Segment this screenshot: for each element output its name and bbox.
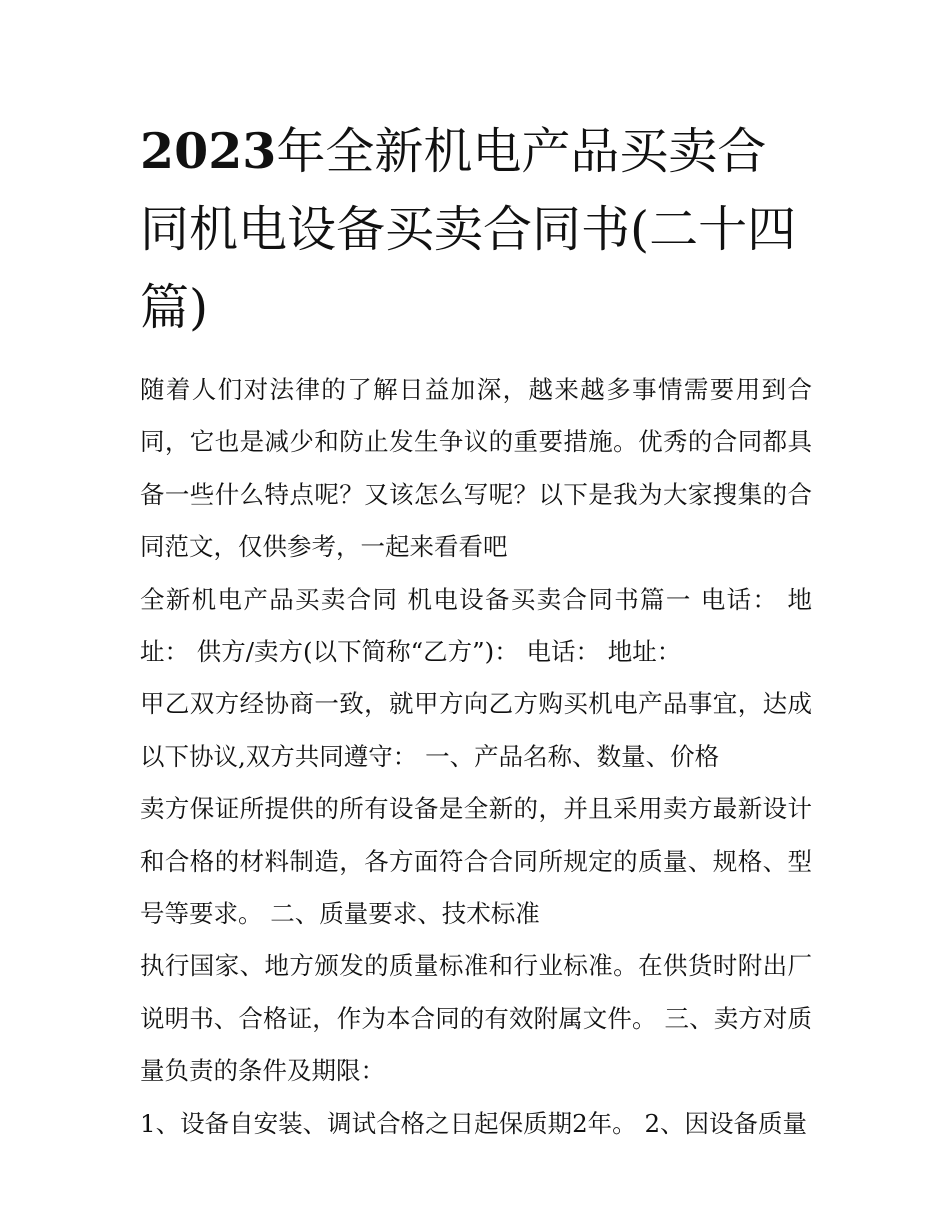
quality-period-paragraph: 1、设备自安装、调试合格之日起保质期2年。 2、因设备质量 [140, 1108, 808, 1138]
intro-paragraph: 随着人们对法律的了解日益加深，越来越多事情需要用到合同，它也是减少和防止发生争议的重要措施。优秀的合同都具备一些什么特点呢？又该怎么写呢？以下是我为大家搜集的合同范文，仅供参考，一起来看看吧 [140, 375, 812, 562]
title-year: 2023 [140, 122, 277, 180]
parties-paragraph: 全新机电产品买卖合同 机电设备买卖合同书篇一 电话： 地址： 供方/卖方(以下简称“乙方”)： 电话： 地址： [140, 584, 812, 667]
warranty-paragraph: 卖方保证所提供的所有设备是全新的，并且采用卖方最新设计和合格的材料制造，各方面符合合同所规定的质量、规格、型号等要求。 二、质量要求、技术标准 [140, 794, 812, 929]
document-body [140, 364, 812, 1150]
agreement-paragraph: 甲乙双方经协商一致，就甲方向乙方购买机电产品事宜，达成以下协议,双方共同遵守： 一、产品名称、数量、价格 [140, 689, 812, 771]
document-title [140, 112, 812, 347]
standards-paragraph: 执行国家、地方颁发的质量标准和行业标准。在供货时附出厂说明书、合格证，作为本合同的有效附属文件。 三、卖方对质量负责的条件及期限： [140, 951, 812, 1086]
document-page [140, 112, 812, 1150]
title-text: 年全新机电产品买卖合同机电设备买卖合同书(二十四篇) [140, 123, 797, 336]
